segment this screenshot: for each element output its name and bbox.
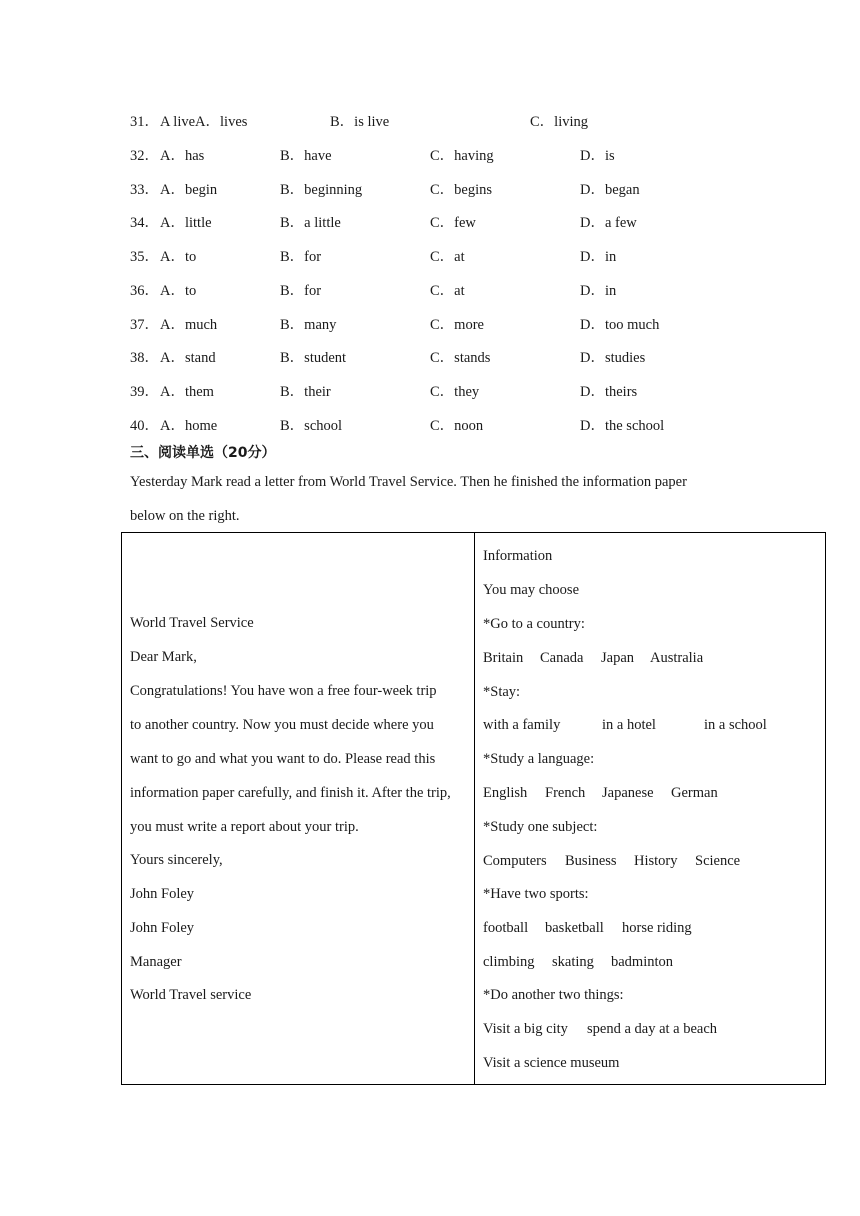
country-option: Australia [650,650,704,666]
subject-option: Science [695,853,741,869]
option-b: B．have [280,148,332,164]
letter-body-line: you must write a report about your trip. [130,819,359,835]
letter-sender-name: John Foley [130,920,195,936]
option-c: C．living [530,114,589,130]
question-number: 34． [130,215,159,231]
option-c: C．they [430,384,480,400]
info-things-label: *Do another two things: [483,987,624,1003]
stay-option: with a family [483,717,561,733]
language-option: French [545,785,586,801]
option-b: B．their [280,384,331,400]
option-a: A．stand [160,350,216,366]
option-c: C．stands [430,350,491,366]
info-choose: You may choose [483,582,579,598]
question-number: 37． [130,317,159,333]
subject-option: History [634,853,678,869]
sport-option: badminton [611,954,674,970]
question-number: 33． [130,182,159,198]
country-option: Britain [483,650,524,666]
option-c: C．at [430,283,465,299]
option-d: D．in [580,283,617,299]
option-b: B．many [280,317,337,333]
sport-option: football [483,920,529,936]
option-d: D．too much [580,317,660,333]
option-b: B．school [280,418,343,434]
option-d: D．theirs [580,384,638,400]
section-intro-line-2: below on the right. [130,508,240,524]
info-sports-label: *Have two sports: [483,886,589,902]
letter-body-line: Congratulations! You have won a free four-week trip [130,683,437,699]
subject-option: Computers [483,853,547,869]
question-number: 39． [130,384,159,400]
sport-option: skating [552,954,594,970]
sport-option: horse riding [622,920,692,936]
info-subject-label: *Study one subject: [483,819,598,835]
option-d: D．the school [580,418,665,434]
option-d: D．studies [580,350,646,366]
letter-body-line: information paper carefully, and finish it. After the trip, [130,785,451,801]
info-stay-label: *Stay: [483,684,521,700]
info-languages [483,783,803,803]
letter-closing: Yours sincerely, [130,852,223,868]
letter-greeting: Dear Mark, [130,649,197,665]
question-number: 31． [130,114,159,130]
question-number: 32． [130,148,159,164]
option-b: B．is live [330,114,390,130]
letter-information-table [121,532,826,1085]
stay-option: in a hotel [602,717,656,733]
letter-signature: John Foley [130,886,195,902]
option-a: A．to [160,283,197,299]
option-c: C．begins [430,182,493,198]
sport-option: climbing [483,954,535,970]
option-a: A．to [160,249,197,265]
option-b: B．for [280,283,322,299]
letter-sender-title: Manager [130,954,182,970]
info-things-row-1 [483,1019,803,1039]
section-title: 三、阅读单选（20分） [130,445,276,461]
option-c: C．few [430,215,476,231]
option-d: D．is [580,148,615,164]
section-intro-line-1: Yesterday Mark read a letter from World Travel Service. Then he finished the information paper [130,474,687,490]
question-number: 38． [130,350,159,366]
letter-sender-org: World Travel service [130,987,252,1003]
option-b: B．beginning [280,182,363,198]
question-number: 40． [130,418,159,434]
option-b: B．a little [280,215,341,231]
question-number: 35． [130,249,159,265]
option-d: D．a few [580,215,637,231]
letter-heading: World Travel Service [130,615,254,631]
option-a: A．begin [160,182,218,198]
info-stays [483,715,803,735]
language-option: English [483,785,528,801]
info-sports-row-2 [483,952,803,972]
sport-option: basketball [545,920,604,936]
option-a: A．home [160,418,218,434]
info-title: Information [483,548,553,564]
info-country-label: *Go to a country: [483,616,585,632]
option-a: A liveA．lives [160,114,248,130]
option-c: C．more [430,317,484,333]
country-option: Canada [540,650,584,666]
letter-body-line: want to go and what you want to do. Please read this [130,751,436,767]
option-d: D．in [580,249,617,265]
table-divider [474,533,475,1084]
info-subjects [483,851,803,871]
subject-option: Business [565,853,617,869]
option-a: A．much [160,317,218,333]
option-b: B．student [280,350,347,366]
country-option: Japan [601,650,635,666]
option-c: C．at [430,249,465,265]
option-a: A．them [160,384,214,400]
language-option: Japanese [602,785,654,801]
info-language-label: *Study a language: [483,751,595,767]
option-a: A．has [160,148,205,164]
option-a: A．little [160,215,212,231]
option-b: B．for [280,249,322,265]
letter-body-line: to another country. Now you must decide where you [130,717,434,733]
thing-option: spend a day at a beach [587,1021,718,1037]
stay-option: in a school [704,717,767,733]
info-sports-row-1 [483,918,803,938]
option-d: D．began [580,182,640,198]
info-things-row-2: Visit a science museum [483,1055,620,1071]
info-countries [483,648,803,668]
option-c: C．noon [430,418,484,434]
option-c: C．having [430,148,494,164]
language-option: German [671,785,718,801]
question-number: 36． [130,283,159,299]
thing-option: Visit a big city [483,1021,568,1037]
